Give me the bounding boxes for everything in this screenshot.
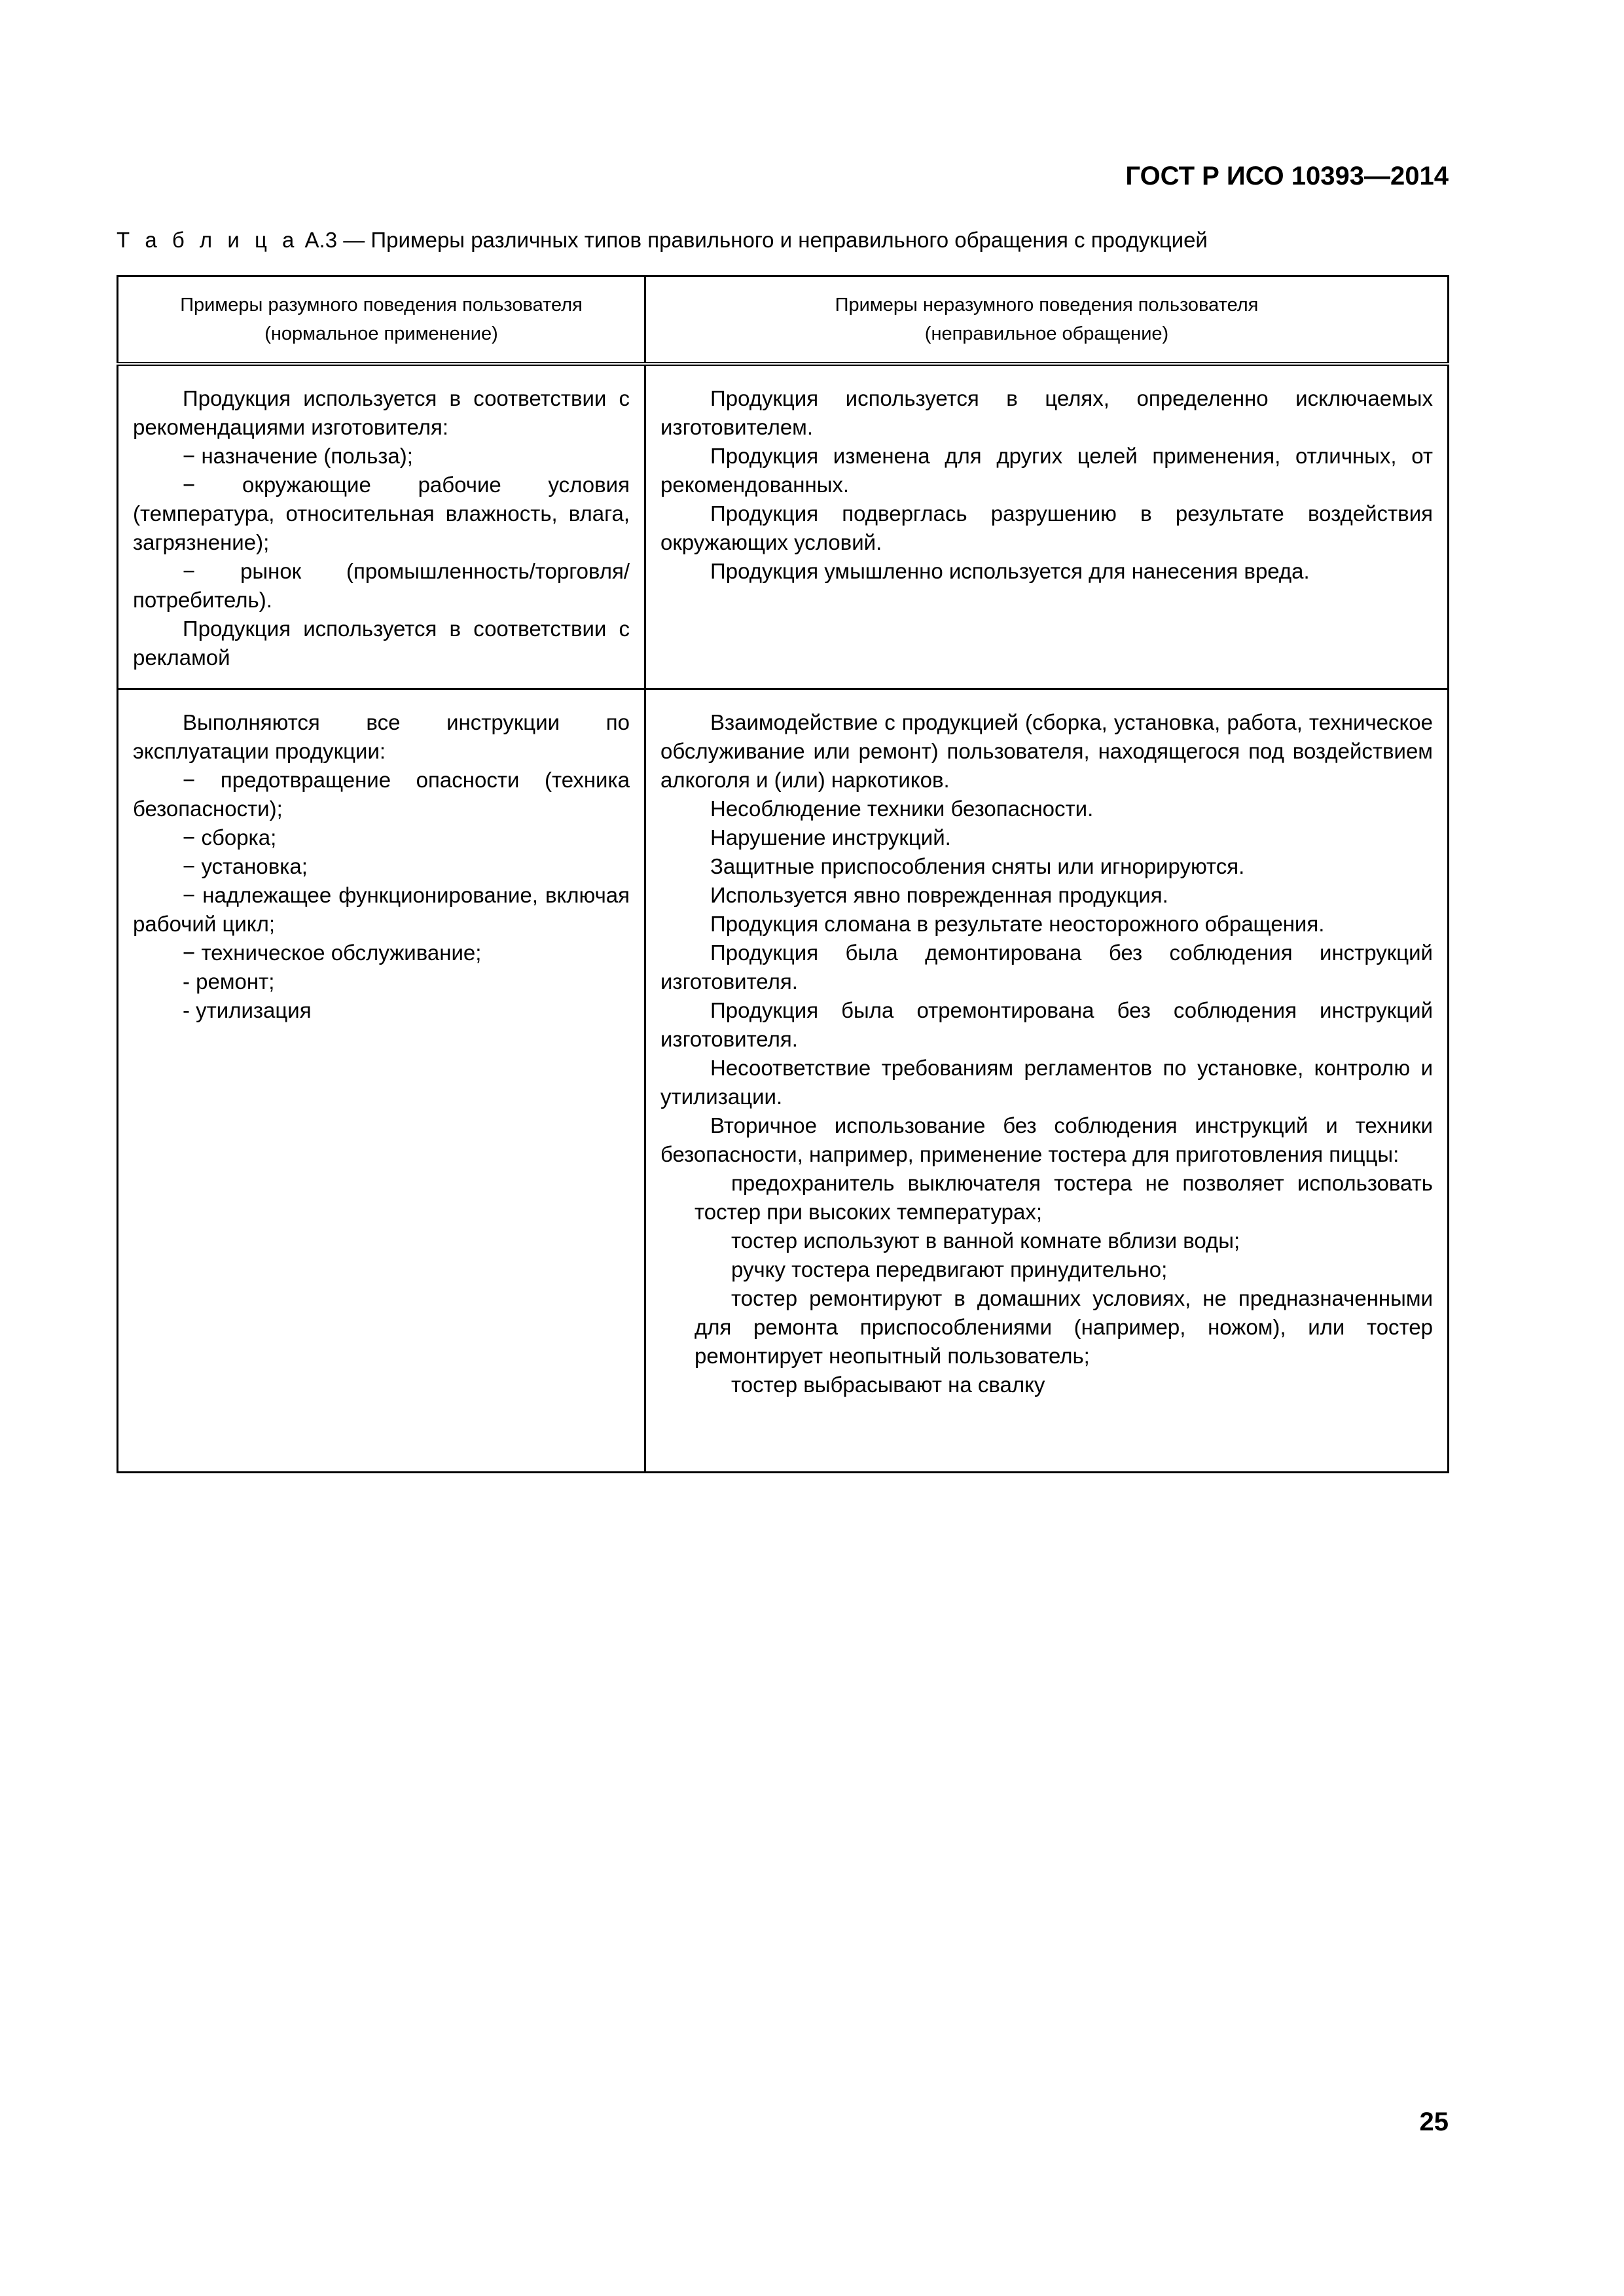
cell-improper-handling (645, 689, 1449, 1473)
paragraph: Продукция была отремонтирована без соблюдения инструкций изготовителя. (660, 998, 1433, 1051)
table-caption-label: Т а б л и ц а (117, 228, 299, 252)
paragraph: Продукция изменена для других целей применения, отличных, от рекомендованных. (660, 444, 1433, 497)
paragraph: Используется явно поврежденная продукция. (710, 883, 1168, 907)
paragraph: Продукция используется в целях, определенно исключаемых изготовителем. (660, 386, 1433, 439)
header-cell-reasonable (118, 276, 645, 365)
page-number: 25 (1419, 2108, 1449, 2136)
toaster-example: тостер ремонтируют в домашних условиях, не предназначенными для ремонта приспособлениями (например, ножом), или тостер ремонтирует неопытный пользователь; (695, 1286, 1433, 1368)
paragraph: Продукция была демонтирована без соблюдения инструкций изготовителя. (660, 941, 1433, 994)
table-header-row (118, 276, 1449, 365)
toaster-example: тостер выбрасывают на свалку (731, 1372, 1045, 1397)
paragraph: Продукция сломана в результате неосторожного обращения. (710, 912, 1325, 936)
list-item: − рынок (промышленность/торговля/ потребитель). (133, 559, 630, 612)
table-caption-text: А.3 — Примеры различных типов правильного и неправильного обращения с продукцией (298, 228, 1208, 252)
paragraph: Продукция умышленно используется для нанесения вреда. (710, 559, 1310, 583)
table-row (118, 689, 1449, 1473)
cell-normal-use (118, 364, 645, 689)
list-item: - утилизация (183, 998, 312, 1022)
toaster-example: ручку тостера передвигают принудительно; (731, 1257, 1168, 1282)
paragraph: Выполняются все инструкции по эксплуатации продукции: (133, 710, 630, 763)
list-item: − установка; (183, 854, 308, 878)
cell-misuse (645, 364, 1449, 689)
cell-instructions-followed (118, 689, 645, 1473)
document-code: ГОСТ Р ИСО 10393—2014 (1125, 162, 1449, 190)
list-item: − сборка; (183, 825, 277, 850)
list-item: − техническое обслуживание; (183, 941, 482, 965)
header-line: Примеры неразумного поведения пользователя (835, 295, 1259, 315)
list-item: − окружающие рабочие условия (температура, относительная влажность, влага, загрязнение); (133, 473, 630, 554)
paragraph: Несоблюдение техники безопасности. (710, 797, 1094, 821)
toaster-example: тостер используют в ванной комнате вблизи воды; (731, 1229, 1240, 1253)
behavior-examples-table (117, 275, 1449, 1473)
paragraph: Вторичное использование без соблюдения инструкций и техники безопасности, например, применение тостера для приготовления пиццы: (660, 1113, 1433, 1166)
header-line: (нормальное применение) (264, 323, 498, 344)
list-item: − надлежащее функционирование, включая рабочий цикл; (133, 883, 630, 936)
paragraph: Продукция используется в соответствии с рекомендациями изготовителя: (133, 386, 630, 439)
paragraph: Несоответствие требованиям регламентов по установке, контролю и утилизации. (660, 1056, 1433, 1109)
header-line: (неправильное обращение) (924, 323, 1169, 344)
header-line: Примеры разумного поведения пользователя (180, 295, 583, 315)
table-row (118, 364, 1449, 689)
paragraph: Продукция подверглась разрушению в результате воздействия окружающих условий. (660, 501, 1433, 554)
toaster-example: предохранитель выключателя тостера не позволяет использовать тостер при высоких температурах; (695, 1171, 1433, 1224)
paragraph: Продукция используется в соответствии с рекламой (133, 617, 630, 670)
list-item: - ремонт; (183, 969, 275, 994)
paragraph: Нарушение инструкций. (710, 825, 951, 850)
table-caption (117, 228, 1208, 253)
paragraph: Взаимодействие с продукцией (сборка, установка, работа, техническое обслуживание или ремонт) пользователя, находящегося под воздействием алкоголя и (или) наркотиков. (660, 710, 1433, 792)
header-cell-unreasonable (645, 276, 1449, 365)
paragraph: Защитные приспособления сняты или игнорируются. (710, 854, 1245, 878)
list-item: − предотвращение опасности (техника безопасности); (133, 768, 630, 821)
list-item: − назначение (польза); (183, 444, 413, 468)
